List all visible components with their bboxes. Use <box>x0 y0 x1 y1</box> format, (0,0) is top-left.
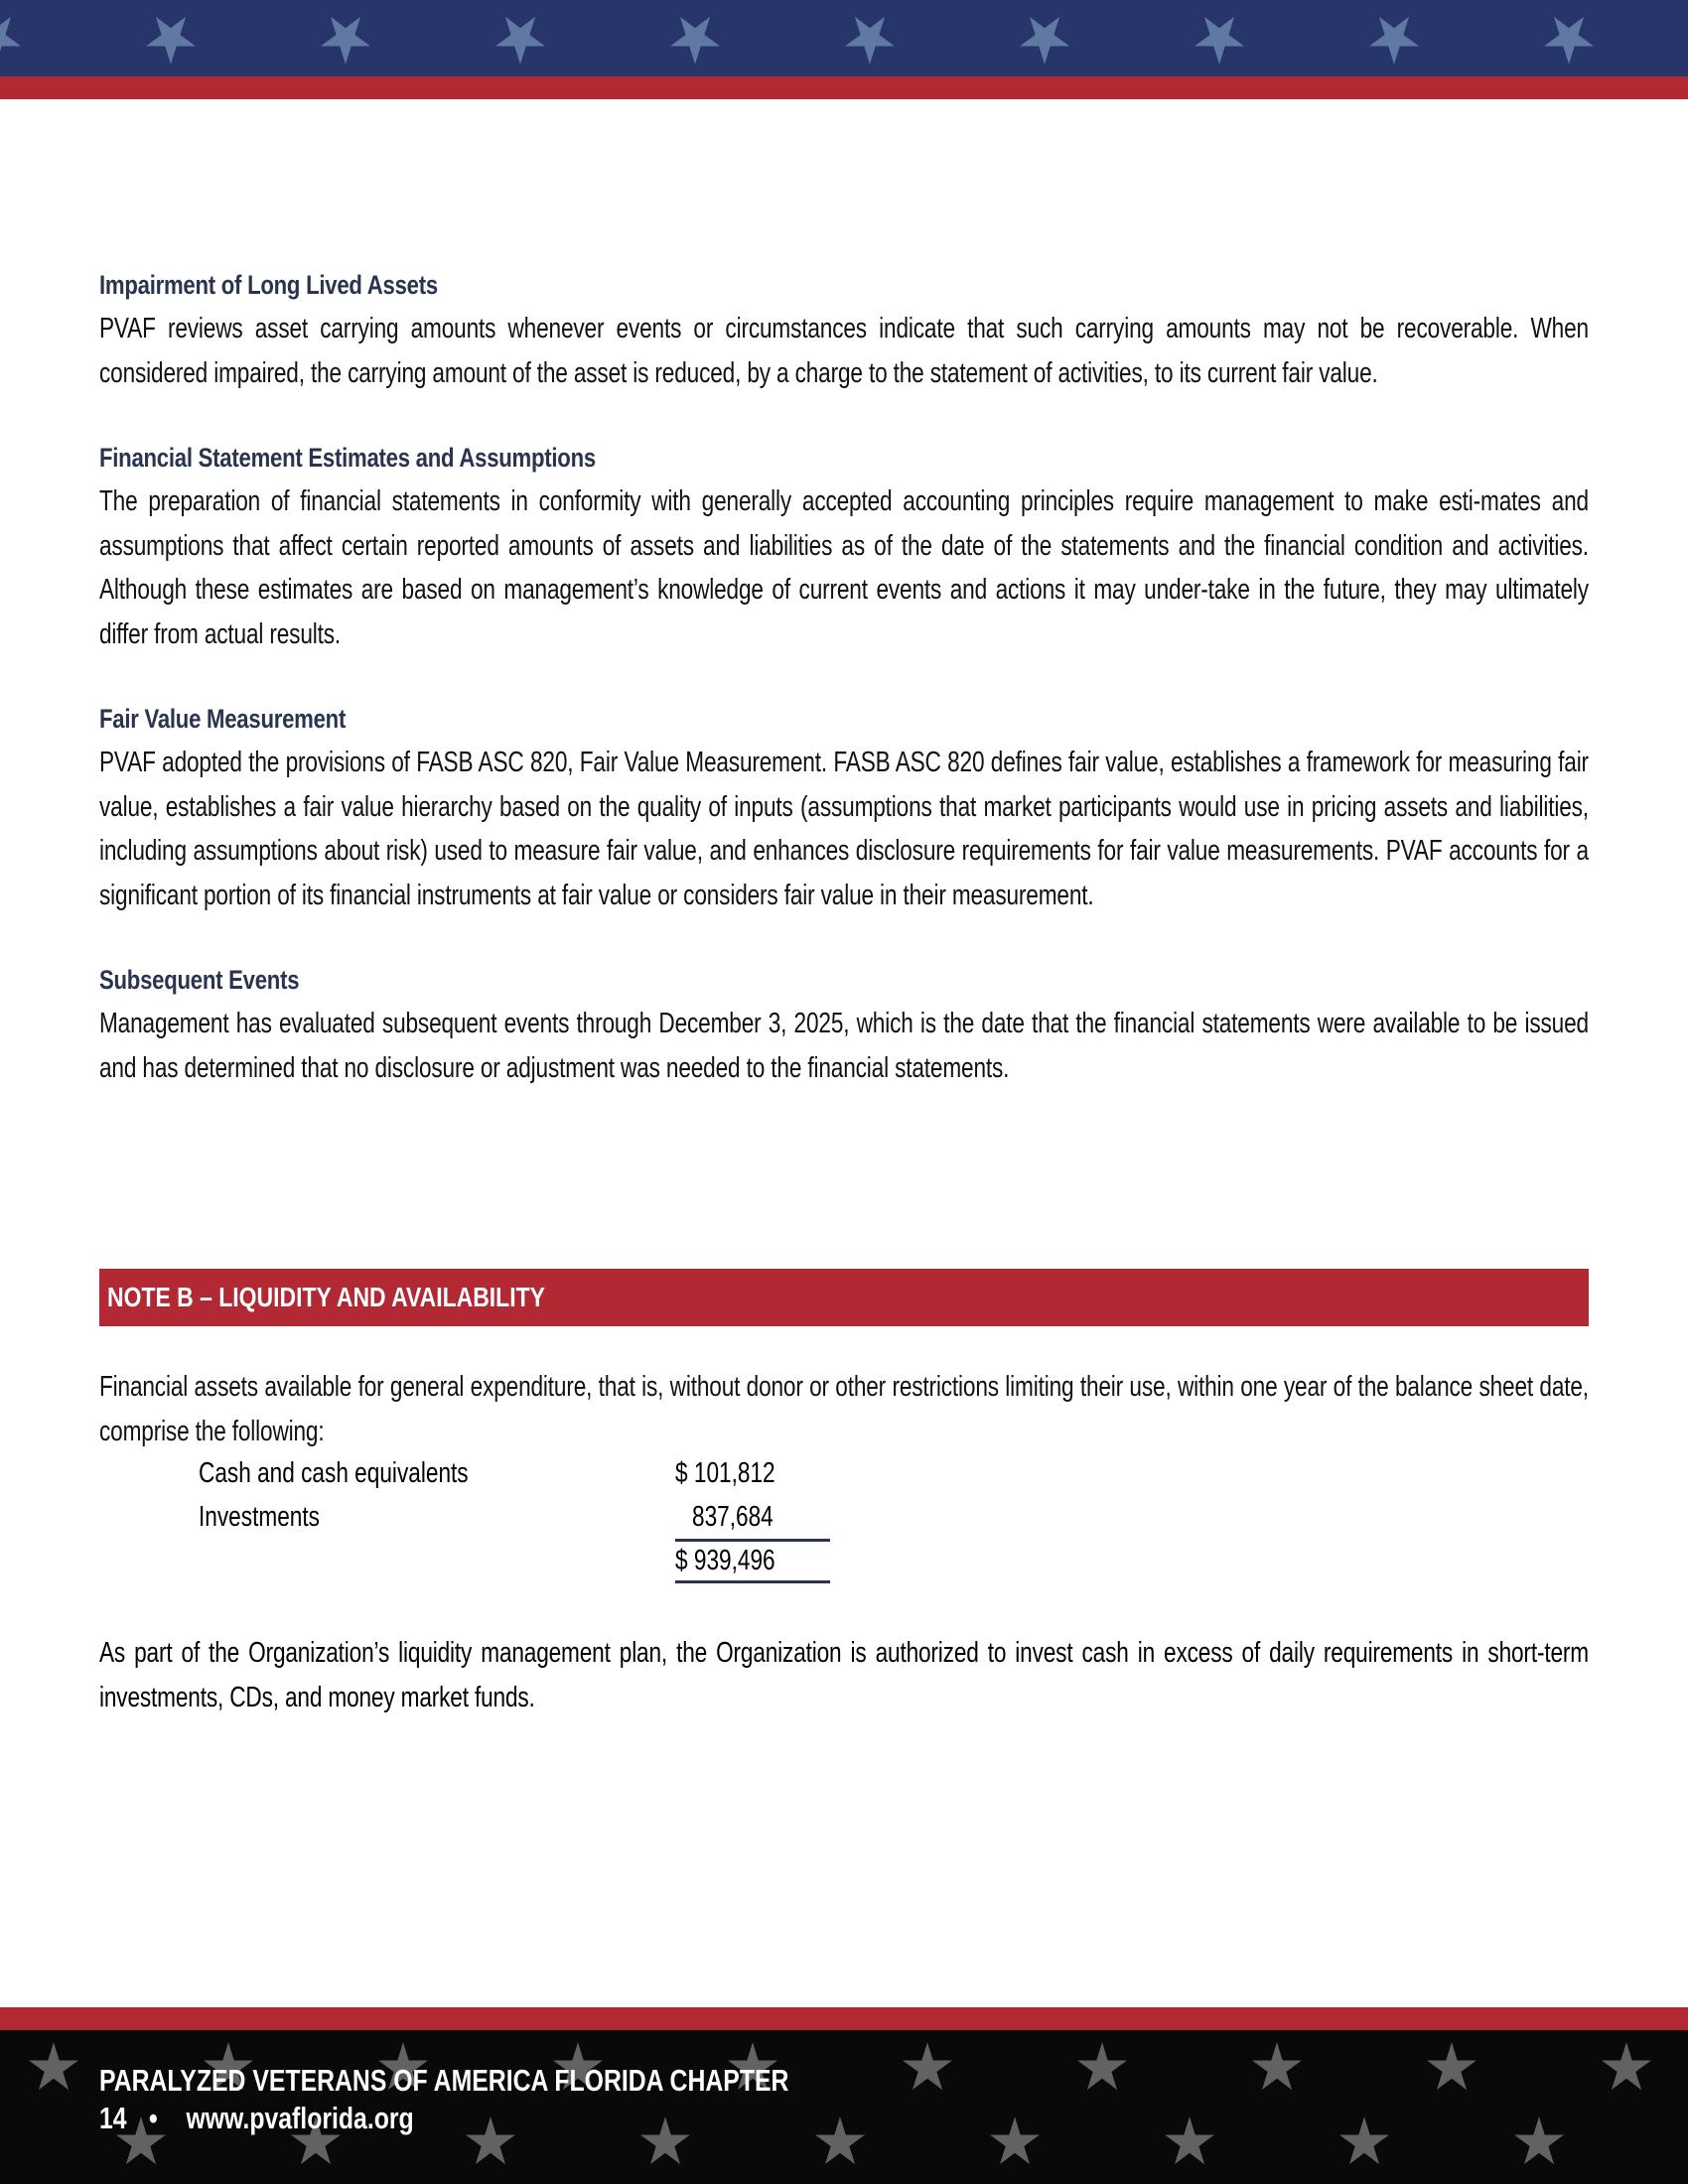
star-icon <box>1251 2030 1303 2104</box>
star-icon <box>989 2105 1041 2178</box>
header-star-row <box>0 3 1688 76</box>
section-heading: Fair Value Measurement <box>99 704 347 734</box>
row-value-text: $ 101,812 <box>675 1457 775 1489</box>
bullet-separator: • <box>148 2101 158 2135</box>
section-heading: Subsequent Events <box>99 965 300 995</box>
star-icon <box>552 2179 604 2184</box>
note-b-outro-wrap <box>99 1631 1589 1719</box>
star-icon <box>1513 2105 1565 2178</box>
table-row <box>99 1451 834 1495</box>
footer-page-line <box>99 2100 788 2137</box>
page-number: 14 <box>99 2101 127 2135</box>
row-value-text: 837,684 <box>692 1501 774 1533</box>
note-b-intro: Financial assets available for general expenditure, that is, without donor or other restrictions limiting their use, within one year of the balance sheet date, comprise the following: <box>99 1371 1589 1447</box>
star-icon <box>669 3 721 76</box>
table-total-row <box>99 1539 834 1582</box>
section-heading: Impairment of Long Lived Assets <box>99 270 438 300</box>
header-red-stripe <box>0 76 1688 99</box>
star-icon <box>1194 3 1245 76</box>
star-icon <box>1368 3 1420 76</box>
row-value <box>675 1495 946 1539</box>
star-icon <box>902 2179 953 2184</box>
section-body: PVAF reviews asset carrying amounts whenever events or circumstances indicate that such carrying amounts may not be recoverable. When considered impaired, the carrying amount of the asset is reduced, by a charge to the statement of activities, to its current fair value. <box>99 313 1589 389</box>
notes-content <box>99 263 1589 1131</box>
star-icon <box>1426 2179 1477 2184</box>
table-row <box>99 1495 834 1539</box>
star-icon <box>203 2179 254 2184</box>
section-body: PVAF adopted the provisions of FASB ASC 820, Fair Value Measurement. FASB ASC 820 defines fair value, establishes a framework for measuring fair value, establishes a fair value hierarchy based on the quality of inputs (assumptions that market participants would use in pricing assets and liabilities, including assumptions about risk) used to measure fair value, and enhances disclosure requirements for fair value measurements. PVAF accounts for a significant portion of its financial instruments at fair value or considers fair value in their measurement. <box>99 747 1589 911</box>
star-icon <box>1338 2105 1390 2178</box>
section-impairment <box>99 263 1589 395</box>
header-star-banner <box>0 0 1688 76</box>
star-icon <box>1076 2179 1128 2184</box>
section-body: Management has evaluated subsequent events through December 3, 2025, which is the date that the financial statements were available to be issued and has determined that no disclosure or adjustment was needed to the financial statements. <box>99 1008 1589 1084</box>
star-icon <box>28 2179 79 2184</box>
star-icon <box>1076 2030 1128 2104</box>
website-link[interactable]: www.pvaflorida.org <box>186 2101 414 2135</box>
star-icon <box>494 3 546 76</box>
star-icon <box>844 3 896 76</box>
section-body: The preparation of financial statements in conformity with generally accepted accounting principles require management to make esti-mates and assumptions that affect certain reported amounts of assets and liabilities as of the date of the statements and the financial condition and activities. Although these estimates are based on management’s knowledge of current events and actions it may under-take in the future, they may ultimately differ from actual results. <box>99 485 1589 650</box>
row-value <box>675 1451 929 1495</box>
row-label: Cash and cash equivalents <box>199 1457 469 1489</box>
star-icon <box>1251 2179 1303 2184</box>
note-b-outro: As part of the Organization’s liquidity management plan, the Organization is authorized to invest cash in excess of daily requirements in short-term investments, CDs, and money market funds. <box>99 1637 1589 1713</box>
star-icon <box>0 3 22 76</box>
total-rule <box>675 1580 830 1583</box>
star-icon <box>145 3 197 76</box>
note-b-header-bar <box>99 1269 1589 1326</box>
total-value <box>675 1539 929 1582</box>
footer-red-stripe <box>0 2007 1688 2030</box>
section-subsequent-events <box>99 958 1589 1090</box>
star-icon <box>1601 2030 1652 2104</box>
note-b-title: NOTE B – LIQUIDITY AND AVAILABILITY <box>107 1282 545 1312</box>
star-icon <box>1019 3 1070 76</box>
star-icon <box>1543 3 1595 76</box>
star-icon <box>1601 2179 1652 2184</box>
row-label: Investments <box>199 1501 320 1533</box>
footer <box>99 2062 961 2137</box>
total-value-text: $ 939,496 <box>675 1545 775 1576</box>
star-icon <box>727 2179 778 2184</box>
star-icon <box>320 3 371 76</box>
footer-organization: PARALYZED VETERANS OF AMERICA FLORIDA CHAPTER <box>99 2063 789 2098</box>
star-icon <box>28 2030 79 2104</box>
section-estimates <box>99 436 1589 656</box>
section-fair-value <box>99 697 1589 917</box>
star-icon <box>377 2179 429 2184</box>
liquidity-table <box>99 1451 834 1582</box>
star-icon <box>1164 2105 1215 2178</box>
section-heading: Financial Statement Estimates and Assumptions <box>99 443 596 473</box>
star-icon <box>1426 2030 1477 2104</box>
note-b-intro-wrap <box>99 1365 1589 1453</box>
